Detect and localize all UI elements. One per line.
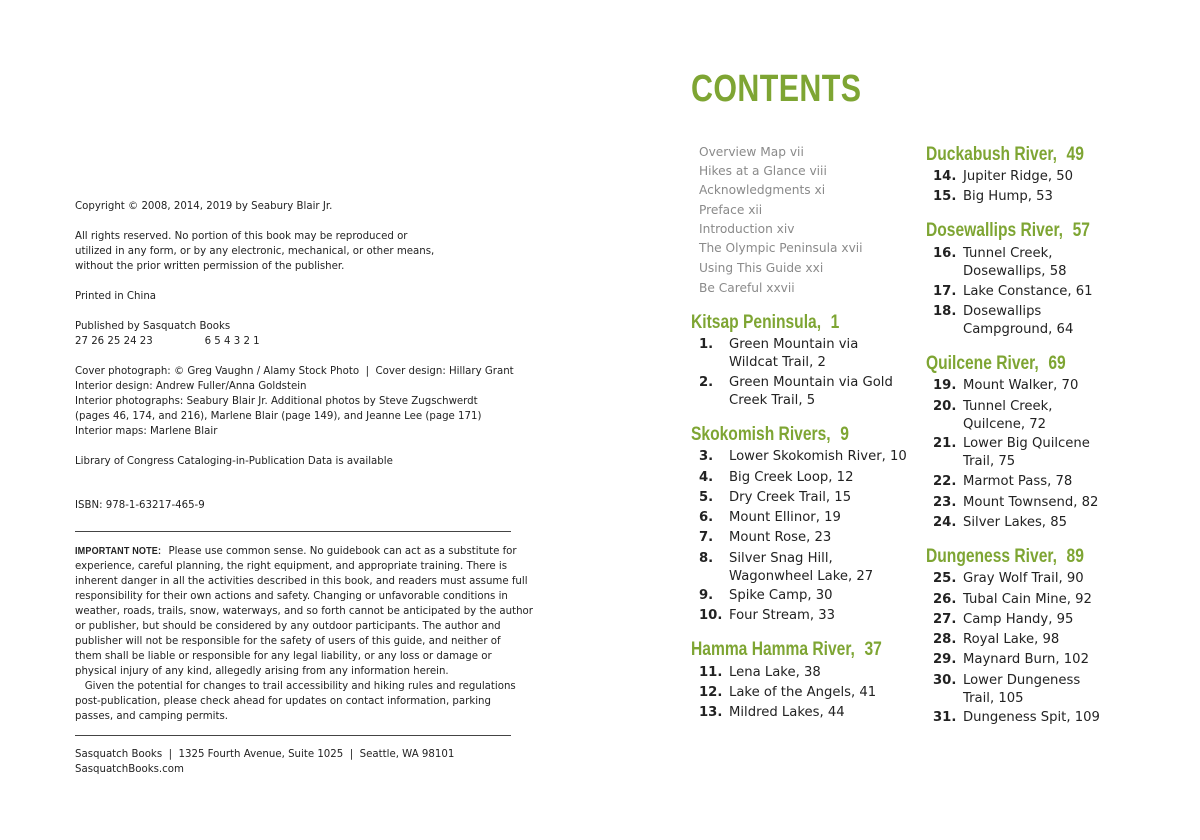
toc-entry: 25. Gray Wolf Trail, 90 — [933, 571, 1084, 586]
note-line: weather, roads, trails, snow, waterways, and so forth cannot be anticipated by the author — [75, 606, 533, 617]
credits-line: Interior photographs: Seabury Blair Jr. Additional photos by Steve Zugschwerdt — [75, 396, 478, 407]
front-matter-item: The Olympic Peninsula xvii — [699, 241, 863, 255]
note-line: post-publication, please check ahead for updates on contact information, parking — [75, 696, 491, 707]
toc-entry: 26. Tubal Cain Mine, 92 — [933, 592, 1092, 607]
toc-entry: 8. Silver Snag Hill, Wagonwheel Lake, 27 — [699, 551, 874, 584]
isbn-line: ISBN: 978-1-63217-465-9 — [75, 500, 205, 511]
toc-entry: 1. Green Mountain via Wildcat Trail, 2 — [699, 337, 859, 370]
credits-line: Interior maps: Marlene Blair — [75, 426, 218, 437]
divider — [75, 735, 511, 736]
section-heading-skokomish: Skokomish Rivers, 9 — [691, 423, 849, 445]
toc-entry: 14. Jupiter Ridge, 50 — [933, 169, 1074, 184]
toc-entry: 20. Tunnel Creek, Quilcene, 72 — [933, 399, 1053, 432]
toc-entry: 30. Lower Dungeness Trail, 105 — [933, 673, 1081, 706]
toc-entry: 31. Dungeness Spit, 109 — [933, 710, 1100, 725]
front-matter-item: Be Careful xxvii — [699, 281, 795, 295]
published-by-line: Published by Sasquatch Books — [75, 321, 231, 332]
toc-entry: 3. Lower Skokomish River, 10 — [699, 449, 907, 464]
front-matter-item: Overview Map vii — [699, 145, 804, 159]
divider — [75, 531, 511, 532]
front-matter-item: Acknowledgments xi — [699, 183, 826, 197]
note-line: responsibility for their own actions and safety. Changing or unfavorable conditions in — [75, 591, 508, 602]
toc-entry: 2. Green Mountain via Gold Creek Trail, 5 — [699, 375, 893, 408]
credits-line: Cover photograph: © Greg Vaughn / Alamy Stock Photo | Cover design: Hillary Grant — [75, 366, 514, 377]
section-heading-quilcene: Quilcene River, 69 — [926, 352, 1066, 374]
rights-line: All rights reserved. No portion of this book may be reproduced or — [75, 231, 408, 242]
toc-entry: 18. Dosewallips Campground, 64 — [933, 304, 1074, 337]
front-matter-item: Preface xii — [699, 203, 763, 217]
note-line: inherent danger in all the activities described in this book, and readers must assume full — [75, 576, 528, 587]
toc-entry: 22. Marmot Pass, 78 — [933, 474, 1073, 489]
note-line: experience, careful planning, the right equipment, and appropriate training. There is — [75, 561, 508, 572]
note-line: Given the potential for changes to trail accessibility and hiking rules and regulations — [75, 681, 516, 692]
toc-entry: 13. Mildred Lakes, 44 — [699, 705, 845, 720]
printed-in-line: Printed in China — [75, 291, 157, 302]
note-line: publisher will not be responsible for the safety of users of this guide, and neither of — [75, 636, 501, 647]
note-line: physical injury of any kind, allegedly arising from any information herein. — [75, 666, 449, 677]
toc-entry: 23. Mount Townsend, 82 — [933, 495, 1099, 510]
toc-entry: 7. Mount Rose, 23 — [699, 530, 832, 545]
publisher-address: Sasquatch Books | 1325 Fourth Avenue, Suite 1025 | Seattle, WA 98101 — [75, 749, 455, 760]
note-line: Please use common sense. No guidebook can act as a substitute for — [165, 546, 517, 557]
toc-entry: 21. Lower Big Quilcene Trail, 75 — [933, 436, 1090, 469]
important-note — [75, 544, 533, 724]
section-heading-dungeness: Dungeness River, 89 — [926, 545, 1084, 567]
credits-line: Interior design: Andrew Fuller/Anna Goldstein — [75, 381, 307, 392]
note-line: or publisher, but should be considered by any outdoor participants. The author and — [75, 621, 501, 632]
toc-entry: 24. Silver Lakes, 85 — [933, 515, 1067, 530]
toc-entry: 5. Dry Creek Trail, 15 — [699, 490, 852, 505]
toc-entry: 28. Royal Lake, 98 — [933, 632, 1060, 647]
toc-entry: 11. Lena Lake, 38 — [699, 665, 821, 680]
toc-entry: 15. Big Hump, 53 — [933, 189, 1053, 204]
contents-title: CONTENTS — [691, 68, 862, 110]
section-heading-kitsap: Kitsap Peninsula, 1 — [691, 311, 840, 333]
toc-entry: 9. Spike Camp, 30 — [699, 588, 833, 603]
toc-entry: 12. Lake of the Angels, 41 — [699, 685, 877, 700]
toc-entry: 17. Lake Constance, 61 — [933, 284, 1093, 299]
toc-entry: 10. Four Stream, 33 — [699, 608, 836, 623]
rights-line: without the prior written permission of the publisher. — [75, 261, 345, 272]
note-label: IMPORTANT NOTE: — [75, 545, 162, 557]
section-heading-hamma-hamma: Hamma Hamma River, 37 — [691, 638, 882, 660]
copyright-line: Copyright © 2008, 2014, 2019 by Seabury Blair Jr. — [75, 201, 333, 212]
toc-entry: 29. Maynard Burn, 102 — [933, 652, 1089, 667]
toc-entry: 27. Camp Handy, 95 — [933, 612, 1074, 627]
toc-entry: 4. Big Creek Loop, 12 — [699, 470, 854, 485]
note-line: passes, and camping permits. — [75, 711, 229, 722]
printing-numbers-line: 27 26 25 24 23 6 5 4 3 2 1 — [75, 336, 260, 347]
front-matter-item: Using This Guide xxi — [699, 261, 824, 275]
note-line: them shall be liable or responsible for any legal liability, or any loss or damage or — [75, 651, 492, 662]
toc-entry: 6. Mount Ellinor, 19 — [699, 510, 841, 525]
section-heading-dosewallips: Dosewallips River, 57 — [926, 219, 1090, 241]
front-matter-item: Introduction xiv — [699, 222, 795, 236]
cip-line: Library of Congress Cataloging-in-Publication Data is available — [75, 456, 393, 467]
publisher-website: SasquatchBooks.com — [75, 764, 184, 775]
rights-line: utilized in any form, or by any electronic, mechanical, or other means, — [75, 246, 435, 257]
credits-line: (pages 46, 174, and 216), Marlene Blair (page 149), and Jeanne Lee (page 171) — [75, 411, 482, 422]
front-matter-item: Hikes at a Glance viii — [699, 164, 827, 178]
section-heading-duckabush: Duckabush River, 49 — [926, 143, 1084, 165]
toc-entry: 16. Tunnel Creek, Dosewallips, 58 — [933, 246, 1067, 279]
toc-entry: 19. Mount Walker, 70 — [933, 378, 1079, 393]
